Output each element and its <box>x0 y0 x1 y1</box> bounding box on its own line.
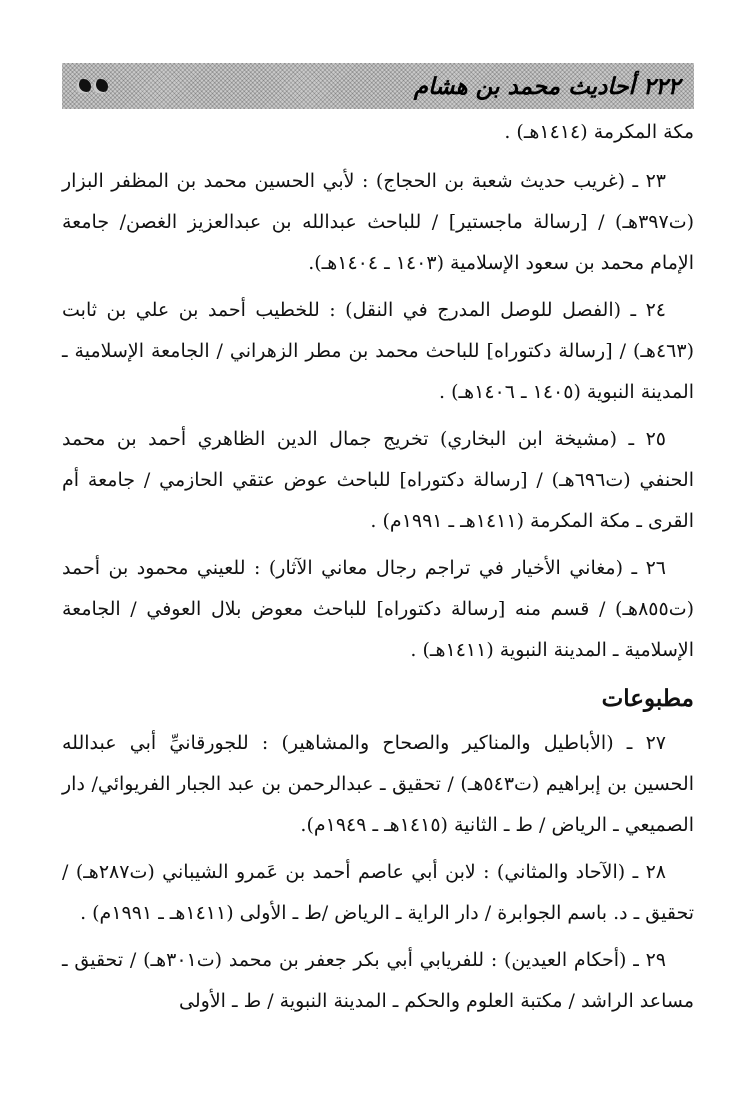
entry-25: ٢٥ ـ (مشيخة ابن البخاري) تخريج جمال الدين الظاهري أحمد بن محمد الحنفي (ت٦٩٦هـ) / [رسالة دكتوراه] للباحث عوض عتقي الحازمي / جامعة أم القرى ـ مكة المكرمة (١٤١١هـ ـ ١٩٩١م) . <box>62 428 694 532</box>
entry-26: ٢٦ ـ (مغاني الأخيار في تراجم رجال معاني الآثار) : للعيني محمود بن أحمد (ت٨٥٥هـ) / قسم منه [رسالة دكتوراه] للباحث معوض بلال العوفي / الجامعة الإسلامية ـ المدينة النبوية (١٤١١هـ) . <box>62 557 694 661</box>
section-heading: مطبوعات <box>601 685 694 712</box>
ornament-circle-icon <box>93 79 108 94</box>
page-body <box>62 112 694 1028</box>
entry-27: ٢٧ ـ (الأباطيل والمناكير والصحاح والمشاهير) : للجورقانيِّ أبي عبدالله الحسين بن إبراهيم (ت٥٤٣هـ) / تحقيق ـ عبدالرحمن بن عبد الجبار الفريوائي/ دار الصميعي ـ الرياض / ط ـ الثانية (١٤١٥هـ ـ ١٩٤٩م). <box>62 732 694 836</box>
page-title: ٢٢٢ أحاديث محمد بن هشام <box>413 72 680 100</box>
entry-24: ٢٤ ـ (الفصل للوصل المدرج في النقل) : للخطيب أحمد بن علي بن ثابت (٤٦٣هـ) / [رسالة دكتوراه] للباحث محمد بن مطر الزهراني / الجامعة الإسلامية ـ المدينة النبوية (١٤٠٥ ـ ١٤٠٦هـ) . <box>62 299 694 403</box>
entry-28: ٢٨ ـ (الآحاد والمثاني) : لابن أبي عاصم أحمد بن عَمرو الشيباني (ت٢٨٧هـ) / تحقيق ـ د. باسم الجوابرة / دار الراية ـ الرياض /ط ـ الأولى (١٤١١هـ ـ ١٩٩١م) . <box>62 861 694 924</box>
entry-29: ٢٩ ـ (أحكام العيدين) : للفريابي أبي بكر جعفر بن محمد (ت٣٠١هـ) / تحقيق ـ مساعد الراشد / مكتبة العلوم والحكم ـ المدينة النبوية / ط ـ الأولى <box>62 949 694 1012</box>
ornament-circle-icon <box>76 79 91 94</box>
entry-23: ٢٣ ـ (غريب حديث شعبة بن الحجاج) : لأبي الحسين محمد بن المظفر البزار (ت٣٩٧هـ) / [رسالة ماجستير] / للباحث عبدالله بن عبدالعزيز الغصن/ جامعة الإمام محمد بن سعود الإسلامية (١٤٠٣ ـ ١٤٠٤هـ). <box>62 170 694 274</box>
entry-continuation: مكة المكرمة (١٤١٤هـ) . <box>504 121 694 143</box>
page-header <box>62 63 694 109</box>
ornament-icon <box>76 79 108 94</box>
